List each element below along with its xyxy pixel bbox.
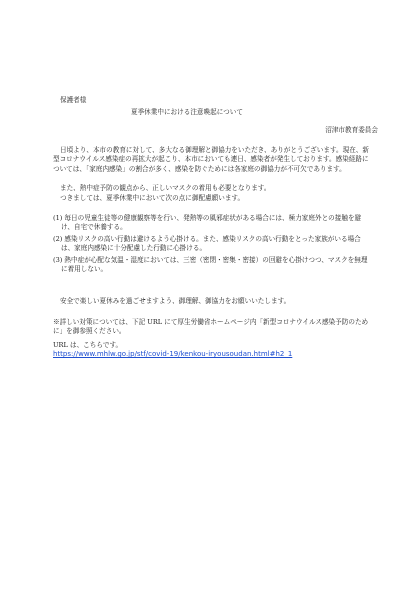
intro-heat: また、熱中症予防の観点から、正しいマスクの着用も必要となります。 xyxy=(60,184,271,192)
list-item: (2) 感染リスクの高い行動は避けるよう心掛ける。また、感染リスクの高い行動をとった家族がいる場合は、家庭内感染に十分配慮した行動に心掛ける。 xyxy=(53,235,361,253)
reference-note: ※詳しい対策については、下記 URL にて厚生労働省ホームページ内「新型コロナウイルス感染予防のために」を御参照ください。 xyxy=(53,318,369,336)
salutation: 保護者様 xyxy=(60,96,87,104)
list-item: (1) 毎日の児童生徒等の健康観察等を行い、発熱等の風邪症状がある場合には、極力家庭外との接触を避け、自宅で休養する。 xyxy=(53,214,362,232)
document-title: 夏季休業中における注意喚起について xyxy=(131,108,243,116)
closing-text: 安全で楽しい夏休みを過ごせますよう、御理解、御協力をお願いいたします。 xyxy=(60,297,291,305)
list-item: (3) 熱中症が心配な気温・湿度においては、三密（密閉・密集・密接）の回避を心掛けつつ、マスクを無理に着用しない。 xyxy=(53,256,368,274)
intro-paragraph: 日頃より、本市の教育に対して、多大なる御理解と御協力をいただき、ありがとうございます。現在、新型コロナウイルス感染症の再拡大が起こり、本市においても連日、感染者が発生しております。感染経路については、「家庭内感染」の割合が多く、感染を防ぐためには各家庭の御協力が不可欠であります。 xyxy=(53,146,369,173)
intro-request: つきましては、夏季休業中において次の点に御配慮願います。 xyxy=(60,194,245,202)
reference-link[interactable]: https://www.mhlw.go.jp/stf/covid-19/kenkou-iryousoudan.html#h2_1 xyxy=(53,350,293,358)
sender: 沼津市教育委員会 xyxy=(325,126,378,134)
url-label: URL は、こちらです。 xyxy=(53,341,123,349)
